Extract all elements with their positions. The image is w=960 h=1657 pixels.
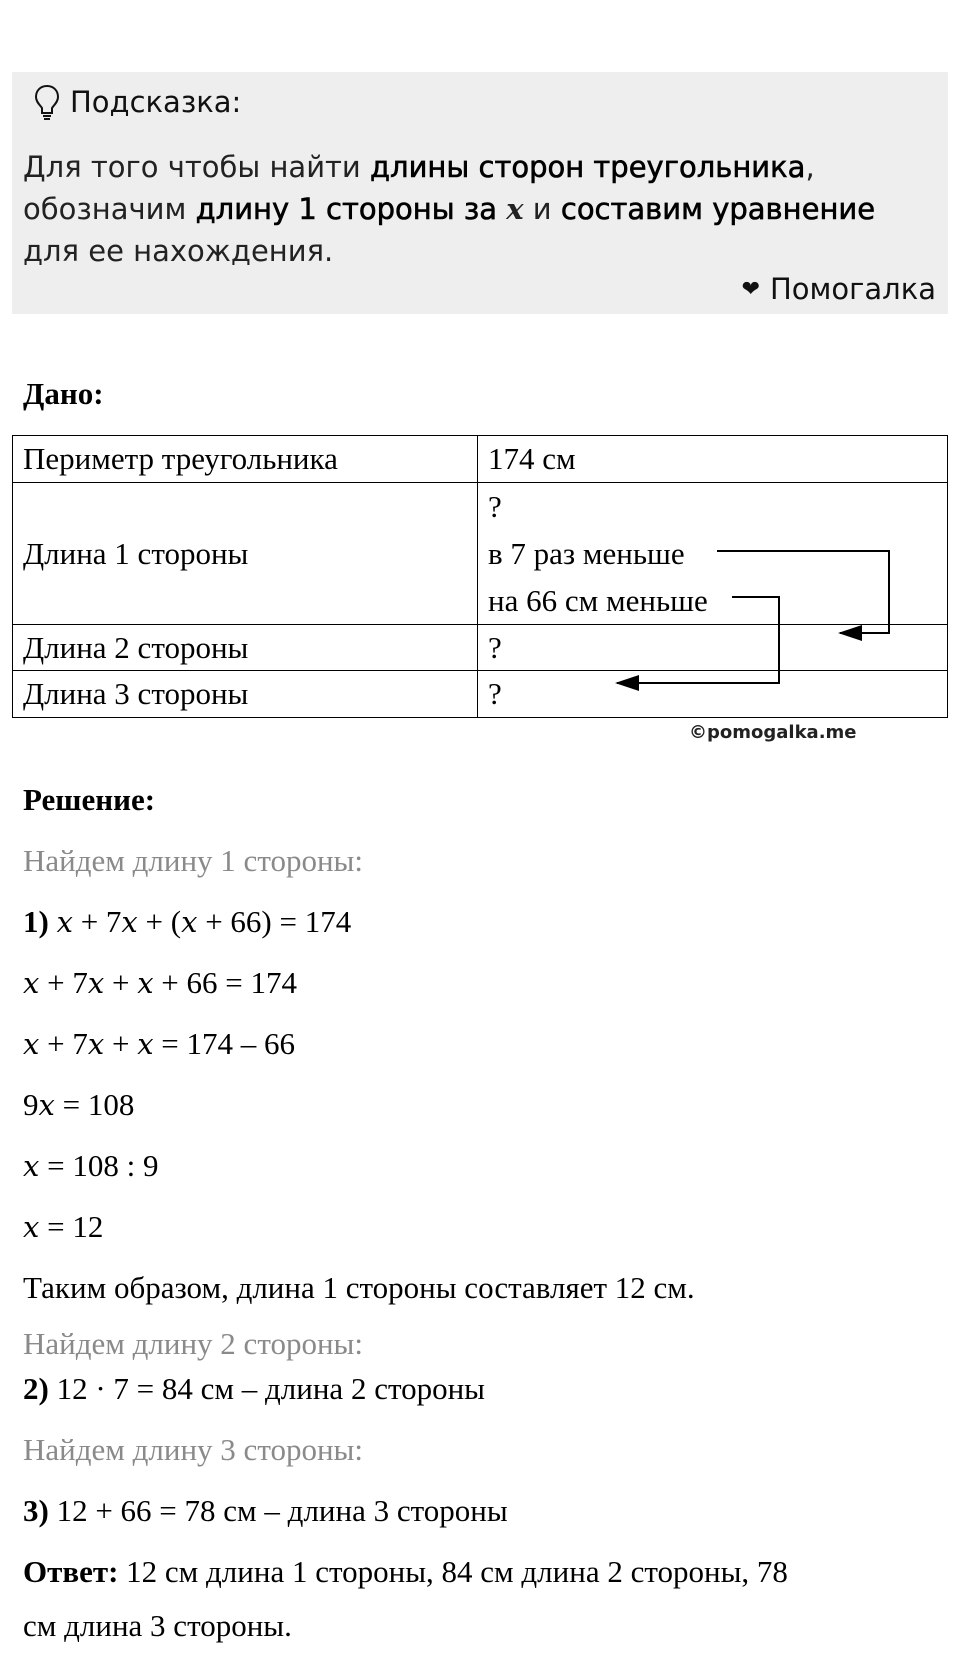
table-cell-label: Длина 1 стороны	[13, 483, 478, 625]
equation-5: x = 108 : 9	[23, 1148, 159, 1183]
table-cell-label: Длина 2 стороны	[13, 625, 478, 671]
equation-4: 9x = 108	[23, 1087, 135, 1122]
heart-icon: ❤	[741, 276, 760, 302]
equation-2: x + 7x + x + 66 = 174	[23, 965, 298, 1000]
table-cell-label: Длина 3 стороны	[13, 671, 478, 718]
given-heading: Дано:	[23, 376, 104, 411]
step-3: 3) 12 + 66 = 78 см – длина 3 стороны	[23, 1493, 508, 1528]
step3-hint: Найдем длину 3 стороны:	[23, 1432, 363, 1467]
equation-6: x = 12	[23, 1209, 104, 1244]
conclusion-1: Таким образом, длина 1 стороны составляет 12 см.	[23, 1270, 695, 1305]
table-cell-value: ?	[478, 671, 948, 718]
table-cell-value: ?	[478, 625, 948, 671]
table-cell-value: ? в 7 раз меньше на 66 см меньше	[478, 483, 948, 625]
hint-title: Подсказка:	[34, 84, 241, 120]
relation-arrows	[0, 0, 960, 760]
solution-heading: Решение:	[23, 782, 156, 817]
answer-line-2: см длина 3 стороны.	[23, 1608, 292, 1643]
arrow-to-side-3	[617, 597, 779, 683]
step1-hint: Найдем длину 1 стороны:	[23, 843, 363, 878]
step2-hint: Найдем длину 2 стороны:	[23, 1326, 363, 1361]
step-2: 2) 12 · 7 = 84 см – длина 2 стороны	[23, 1371, 486, 1406]
answer-line-1: Ответ: 12 см длина 1 стороны, 84 см длина 2 стороны, 78	[23, 1554, 788, 1589]
watermark: ©pomogalka.me	[689, 722, 857, 743]
table-cell-label: Периметр треугольника	[13, 436, 478, 483]
equation-1: 1) x + 7x + (x + 66) = 174	[23, 904, 352, 939]
arrow-to-side-2	[717, 551, 889, 633]
hint-footer: ❤ Помогалка	[741, 272, 936, 306]
equation-3: x + 7x + x = 174 – 66	[23, 1026, 296, 1061]
table-cell-value: 174 см	[478, 436, 948, 483]
hint-text: Для того чтобы найти длины сторон треугольника, обозначим длину 1 стороны за x и составим уравнение для ее нахождения.	[23, 150, 876, 268]
